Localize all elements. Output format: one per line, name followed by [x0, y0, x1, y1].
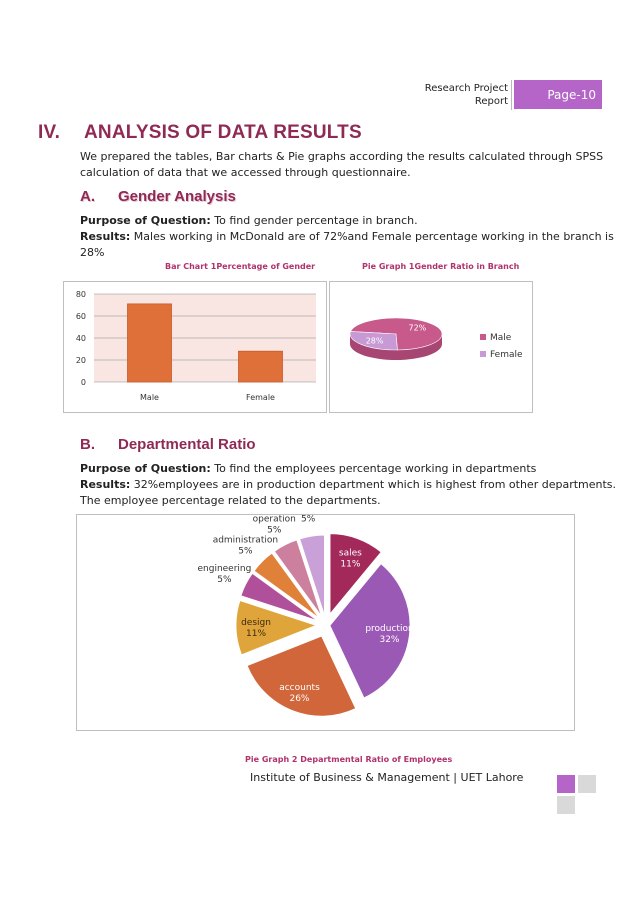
y-tick-label: 60: [75, 312, 86, 321]
x-tick-label: Male: [140, 393, 159, 402]
header-title: [400, 82, 508, 108]
page-number-badge: [514, 80, 602, 109]
pie-data-label: 5%: [267, 525, 282, 536]
dept-text: [80, 461, 616, 509]
legend-label: Male: [490, 333, 512, 343]
gender-letter: A.: [80, 188, 95, 205]
dept-results-text: 32%employees are in production department which is highest from other departments.: [130, 478, 617, 491]
pie-data-label: 5%: [238, 546, 253, 557]
gender-purpose: [80, 213, 614, 229]
legend-swatch: [480, 334, 486, 340]
pie-category-label: production: [365, 624, 414, 635]
x-tick-label: Female: [246, 393, 275, 402]
pie-data-label: 72%: [408, 323, 427, 333]
y-tick-label: 20: [75, 356, 86, 365]
footer-square-grey-2: [557, 796, 575, 814]
gender-results: [80, 229, 614, 245]
legend-label: Female: [490, 350, 523, 360]
header-divider: [511, 80, 512, 110]
section-heading: ANALYSIS OF DATA RESULTS: [84, 122, 362, 143]
pie-slice: [247, 636, 355, 716]
dept-purpose-text: To find the employees percentage working in departments: [210, 462, 537, 475]
pie-category-label: design: [241, 618, 271, 629]
footer-text: Institute of Business & Management | UET Lahore: [250, 771, 524, 784]
dept-purpose-label: Purpose of Question:: [80, 462, 211, 475]
pie-data-label: 32%: [379, 635, 400, 646]
footer-square-grey-1: [578, 775, 596, 793]
gender-purpose-text: To find gender percentage in branch.: [210, 214, 418, 227]
intro-line-1: We prepared the tables, Bar charts & Pie graphs according the results calculated through SPSS: [80, 150, 604, 163]
bar: [128, 304, 172, 382]
gender-purpose-label: Purpose of Question:: [80, 214, 211, 227]
bar-chart: [63, 281, 327, 413]
pie-chart-caption: Pie Graph 1Gender Ratio in Branch: [362, 262, 520, 271]
pie-data-label: 11%: [340, 559, 361, 570]
legend-swatch: [480, 351, 486, 357]
gender-heading: [80, 188, 236, 205]
dept-results-2: The employee percentage related to the departments.: [80, 494, 381, 507]
y-tick-label: 40: [75, 334, 86, 343]
pie-category-label: operation: [252, 515, 296, 525]
pie-data-label: 28%: [365, 336, 384, 346]
bar-chart-svg: [64, 282, 328, 414]
pie-data-label: 5%: [217, 575, 232, 586]
section-number: IV.: [38, 122, 61, 143]
section-intro: [80, 149, 603, 181]
gender-text: [80, 213, 614, 261]
section-title: [38, 122, 362, 144]
gender-pie-chart: [329, 281, 533, 413]
dept-results: [80, 477, 616, 493]
y-tick-label: 0: [80, 378, 86, 387]
pie-data-label: 11%: [246, 629, 267, 640]
pie-category-label: sales: [338, 548, 362, 559]
bar: [239, 351, 283, 382]
dept-pie-caption: Pie Graph 2 Departmental Ratio of Employees: [245, 755, 453, 764]
pie-category-label: administration: [212, 535, 279, 546]
gender-title: Gender Analysis: [118, 188, 236, 205]
y-tick-label: 80: [75, 290, 86, 299]
header-line-1: Research Project: [424, 83, 508, 94]
intro-line-2: calculation of data that we accessed through questionnaire.: [80, 166, 411, 179]
header-line-2: Report: [474, 96, 508, 107]
dept-results-label: Results:: [80, 478, 131, 491]
pie-category-label: engineering: [197, 564, 252, 575]
dept-heading: [80, 436, 256, 453]
page-number: Page-10: [547, 87, 596, 102]
footer-square-accent: [557, 775, 575, 793]
dept-pie-chart: [76, 514, 575, 731]
dept-purpose: [80, 461, 616, 477]
gender-results-text: Males working in McDonald are of 72%and Female percentage working in the branch is: [130, 230, 614, 243]
bar-chart-caption: Bar Chart 1Percentage of Gender: [165, 262, 316, 271]
dept-letter: B.: [80, 436, 95, 453]
pie-data-label: 26%: [289, 693, 310, 704]
pie-category-label: accounts: [279, 682, 320, 693]
dept-title: Departmental Ratio: [118, 436, 256, 453]
gender-results-2: 28%: [80, 246, 105, 259]
pie-data-label: 5%: [301, 515, 316, 525]
dept-pie-svg: [77, 515, 576, 732]
gender-pie-svg: [330, 282, 534, 414]
gender-results-label: Results:: [80, 230, 131, 243]
